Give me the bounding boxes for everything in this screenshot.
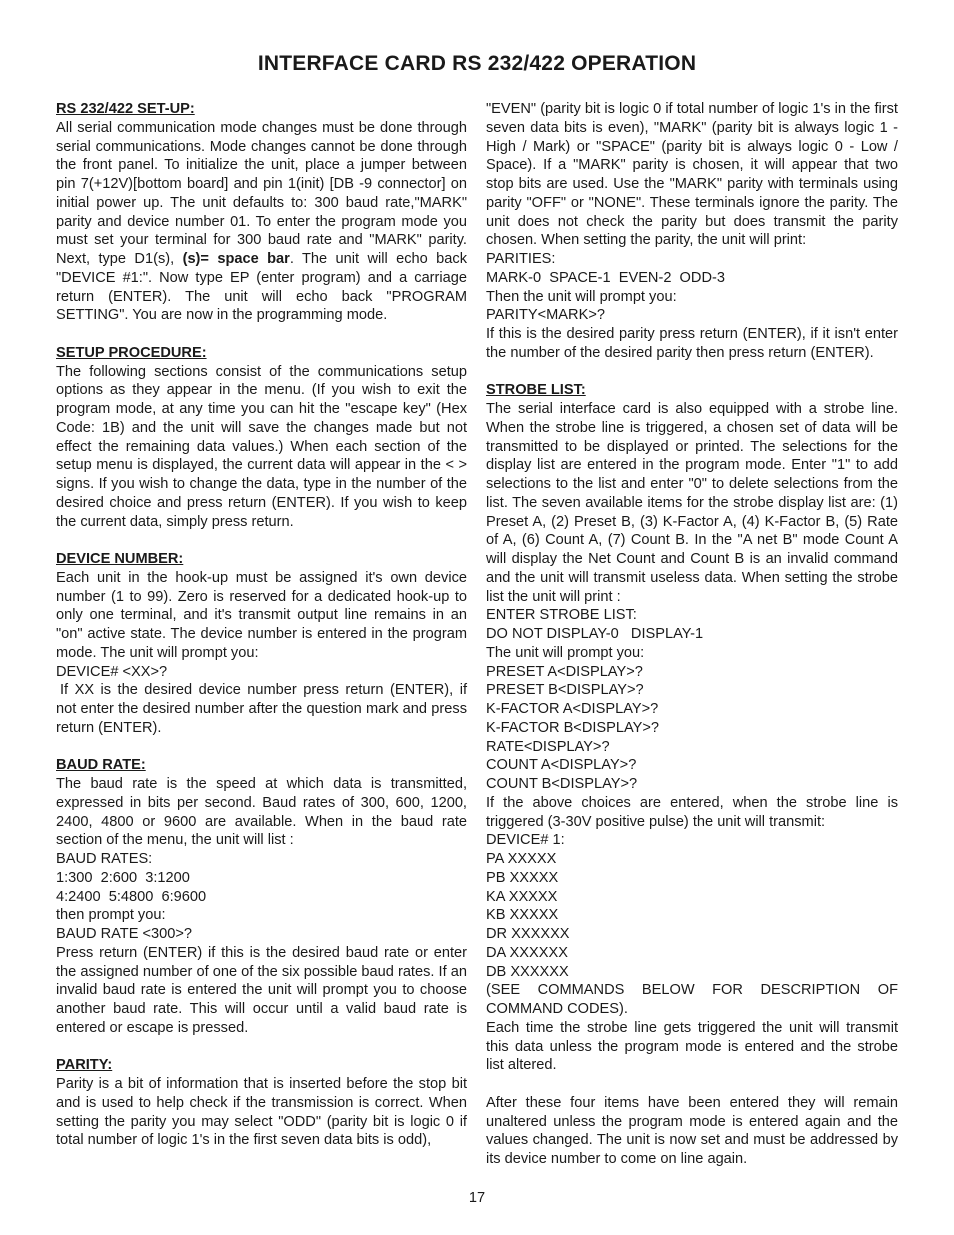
section-baud [56, 756, 467, 1037]
setup-text-a: All serial communication mode changes must be done through serial communications. Mode changes cannot be done through the front panel. To initialize the unit, place a jumper between pin 7(+12V)[bottom board] and pin 1(init) [DB -9 connector] on initial power up. The unit defaults to: 300 baud rate,"MARK" parity and device number 01. To enter the program mode you must set your terminal for 300 baud rate and "MARK" parity. Next, type D1(s), [56, 119, 467, 267]
parity-prompt: PARITY<MARK>? [486, 307, 605, 324]
page-title: INTERFACE CARD RS 232/422 OPERATION [257, 52, 697, 75]
strobe-heading: STROBE LIST: [486, 382, 586, 399]
section-device [56, 550, 467, 738]
parity-paragraph-cont: "EVEN" (parity bit is logic 0 if total number of logic 1's in the first seven data bits is even), "MARK" (parity bit is always logic 1 - High / Mark) or "SPACE" (parity bit is always logic 0 - Low / Space). If a "MARK" parity is chosen, it will appear that two stop bits are used. Use the "MARK" parity with terminals using parity "OFF" or "NONE". These terminals ignore the parity. The unit does not check the parity but does transmit the parity chosen. When setting the parity, the unit will print: [486, 101, 898, 249]
strobe-prompt: K-FACTOR B<DISPLAY>? [486, 719, 660, 736]
device-heading: DEVICE NUMBER: [56, 551, 184, 567]
strobe-prompt: K-FACTOR A<DISPLAY>? [486, 701, 659, 717]
baud-paragraph-2: Press return (ENTER) if this is the desired baud rate or enter the assigned number of one of the six possible baud rates. If an invalid baud rate is entered the unit will prompt you to choose another baud rate. This will occur until a valid baud rate is entered or escape is pressed. [56, 944, 467, 1036]
parity-heading: PARITY: [56, 1057, 113, 1074]
strobe-transmit-line: DR XXXXXX [486, 926, 570, 942]
setup-text-bold: (s)= space bar [182, 251, 290, 267]
page-number: 17 [468, 1190, 486, 1206]
setup-heading: RS 232/422 SET-UP: [56, 101, 195, 117]
strobe-transmit-line: DA XXXXXX [486, 944, 568, 961]
procedure-paragraph: The following sections consist of the communications setup options as they appear in the menu. (If you wish to exit the program mode, at any time you can hit the "escape key" (Hex Code: 1B) and the unit will save the changes made but not effect the remaining data values.) When each section of the setup menu is displayed, the current data will appear in the < > signs. If you wish to change the data, type in the number of the desired choice and press return (ENTER). If you wish to keep the current data, simply press return. [56, 363, 467, 530]
section-closing [486, 1094, 898, 1169]
strobe-paragraph: The serial interface card is also equipped with a strobe line. When the strobe line is triggered, a chosen set of data will be transmitted to be displayed or printed. The selections for the display list are entered in the program mode. Enter "1" to add selections to the list and enter "0" to delete selections from the list. The seven available items for the strobe display list are: (1) Preset A, (2) Preset B, (3) K-Factor A, (4) K-Factor B, (5) Rate of A, (6) Count A, (7) Count B. In the "A net B" mode Count A will display the Net Count and Count B is an invalid command and the unit will transmit useless data. When setting the strobe list the unit will print : [486, 401, 898, 605]
baud-list-title: BAUD RATES: [56, 851, 153, 867]
baud-list-row-2: 4:2400 5:4800 6:9600 [56, 888, 207, 905]
strobe-prompt: COUNT A<DISPLAY>? [486, 757, 637, 774]
strobe-options: DO NOT DISPLAY-0 DISPLAY-1 [486, 626, 704, 642]
parity-list: MARK-0 SPACE-1 EVEN-2 ODD-3 [486, 269, 725, 286]
strobe-prompt: RATE<DISPLAY>? [486, 738, 610, 755]
strobe-transmit-line: DB XXXXXX [486, 963, 569, 980]
strobe-paragraph-2: If the above choices are entered, when the strobe line is triggered (3-30V positive pulse) the unit will transmit: [486, 794, 898, 830]
strobe-transmit-line: PB XXXXX [486, 869, 559, 886]
strobe-prompt: PRESET B<DISPLAY>? [486, 682, 644, 699]
strobe-transmit-line: KB XXXXX [486, 907, 559, 924]
strobe-see-commands: (SEE COMMANDS BELOW FOR DESCRIPTION OF COMMAND CODES). [486, 982, 898, 1017]
section-strobe [486, 381, 898, 1075]
baud-heading: BAUD RATE: [56, 757, 146, 774]
closing-paragraph: After these four items have been entered they will remain unaltered unless the program mode is entered again and the values changed. The unit is now set and must be addressed by its device number to come on line again. [486, 1094, 898, 1167]
baud-list-row-1: 1:300 2:600 3:1200 [56, 869, 190, 886]
baud-then: then prompt you: [56, 907, 166, 924]
left-column [56, 100, 467, 1150]
device-paragraph: Each unit in the hook-up must be assigned it's own device number (1 to 99). Zero is reserved for a dedicated hook-up to only one terminal, and it's transmit output line remains in an "on" active state. The device number is entered in the program mode. The unit will prompt you: [56, 569, 467, 661]
strobe-transmit-line: DEVICE# 1: [486, 832, 565, 849]
parity-then: Then the unit will prompt you: [486, 288, 677, 305]
parity-paragraph: Parity is a bit of information that is inserted before the stop bit and is used to help check if the transmission is correct. When setting the parity you may select "ODD" (parity bit is logic 0 if total number of logic 1's in the first seven data bits is odd), [56, 1076, 467, 1149]
baud-paragraph: The baud rate is the speed at which data is transmitted, expressed in bits per second. Baud rates of 300, 600, 1200, 2400, 4800 or 9600 are available. When in the baud rate section of the menu, the unit will list : [56, 776, 467, 849]
parity-paragraph-2: If this is the desired parity press return (ENTER), if it isn't enter the number of the desired parity then press return (ENTER). [486, 326, 898, 361]
section-parity-continued [486, 100, 898, 363]
baud-prompt: BAUD RATE <300>? [56, 926, 193, 942]
section-setup [56, 100, 467, 325]
strobe-transmit-line: KA XXXXX [486, 888, 558, 905]
setup-text-b: . The unit will echo back "DEVICE #1:". Now type EP (enter program) and a carriage return (ENTER). The unit will echo back "PROGRAM SETTING". You are now in the programming mode. [56, 251, 468, 324]
section-parity [56, 1056, 467, 1150]
procedure-heading: SETUP PROCEDURE: [56, 344, 207, 361]
device-paragraph-2: If XX is the desired device number press return (ENTER), if not enter the desired number after the question mark and press return (ENTER). [56, 682, 467, 736]
strobe-enter: ENTER STROBE LIST: [486, 607, 637, 624]
setup-paragraph [56, 119, 467, 325]
parity-list-title: PARITIES: [486, 251, 556, 267]
strobe-transmit-line: PA XXXXX [486, 851, 557, 867]
strobe-paragraph-3: Each time the strobe line gets triggered the unit will transmit this data unless the program mode is entered and the strobe list altered. [486, 1019, 898, 1074]
section-procedure [56, 344, 467, 532]
strobe-prompt-intro: The unit will prompt you: [486, 644, 645, 661]
right-column [486, 100, 898, 1169]
strobe-prompt: PRESET A<DISPLAY>? [486, 663, 643, 680]
device-prompt: DEVICE# <XX>? [56, 663, 168, 680]
strobe-prompt: COUNT B<DISPLAY>? [486, 776, 638, 792]
